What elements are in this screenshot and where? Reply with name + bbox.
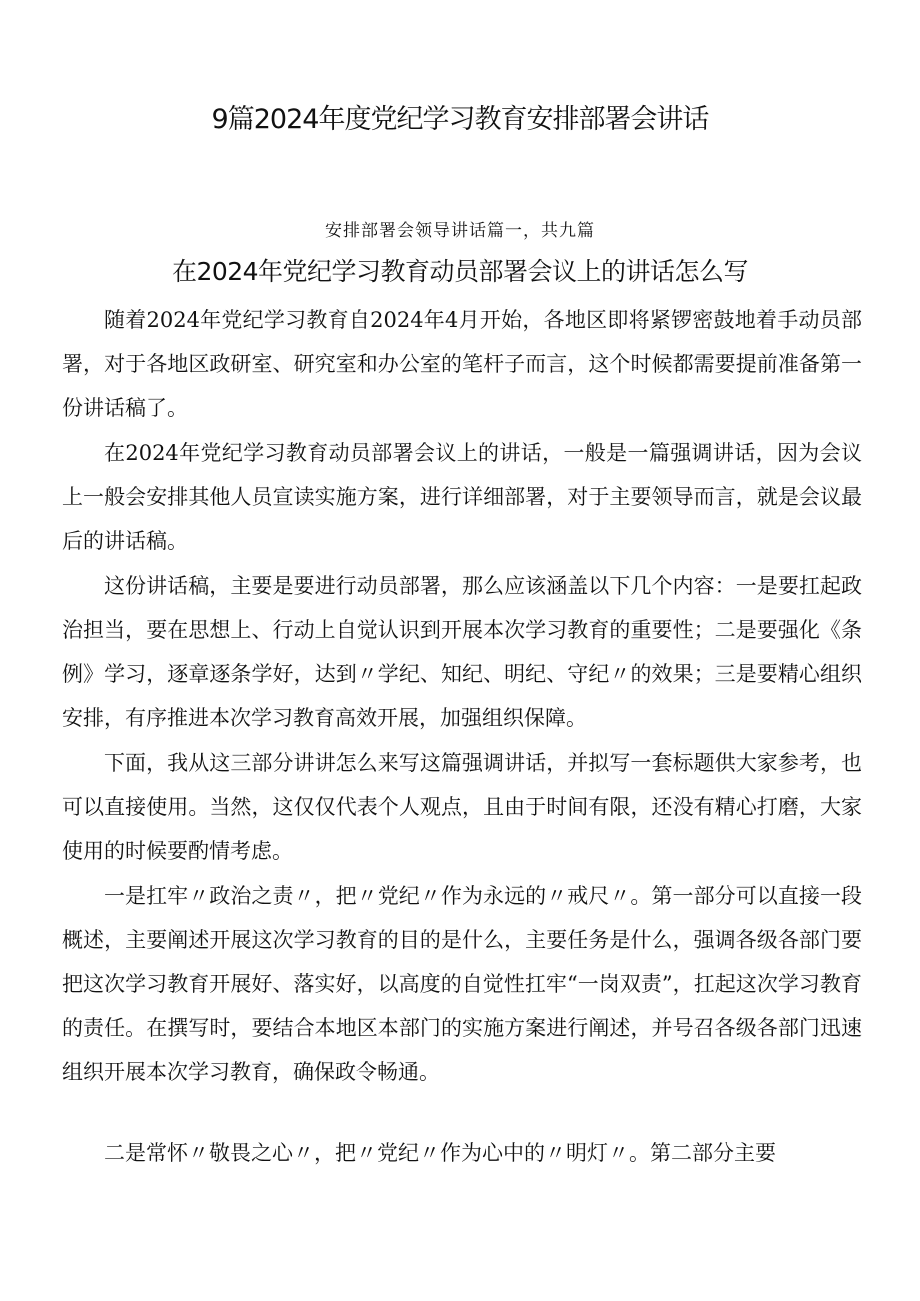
paragraph: 一是扛牢〃政治之责〃，把〃党纪〃作为永远的〃戒尺〃。第一部分可以直接一段概述，主要阐述开展这次学习教育的目的是什么，主要任务是什么，强调各级各部门要把这次学习教育开展好、落实好，以高度的自觉性扛牢“一岗双责”，扛起这次学习教育的责任。在撰写时，要结合本地区本部门的实施方案进行阐述，并号召各级各部门迅速组织开展本次学习教育，确保政令畅通。 <box>62 884 862 1084</box>
document-title: 9篇2024年度党纪学习教育安排部署会讲话 <box>211 104 709 135</box>
paragraph: 在2024年党纪学习教育动员部署会议上的讲话，一般是一篇强调讲话，因为会议上一般会安排其他人员宣读实施方案，进行详细部署，对于主要领导而言，就是会议最后的讲话稿。 <box>62 441 862 553</box>
paragraph: 随着2024年党纪学习教育自2024年4月开始，各地区即将紧锣密鼓地着手动员部署，对于各地区政研室、研究室和办公室的笔杆子而言，这个时候都需要提前准备第一份讲话稿了。 <box>62 308 862 420</box>
document-body <box>62 298 862 1176</box>
speech-title: 在2024年党纪学习教育动员部署会议上的讲话怎么写 <box>171 257 749 286</box>
paragraph: 这份讲话稿，主要是要进行动员部署，那么应该涵盖以下几个内容：一是要扛起政治担当，要在思想上、行动上自觉认识到开展本次学习教育的重要性；二是要强化《条例》学习，逐章逐条学好，达到〃学纪、知纪、明纪、守纪〃的效果；三是要精心组织安排，有序推进本次学习教育高效开展，加强组织保障。 <box>62 574 862 730</box>
paragraph: 二是常怀〃敬畏之心〃，把〃党纪〃作为心中的〃明灯〃。第二部分主要 <box>104 1141 776 1165</box>
paragraph: 下面，我从这三部分讲讲怎么来写这篇强调讲话，并拟写一套标题供大家参考，也可以直接使用。当然，这仅仅代表个人观点，且由于时间有限，还没有精心打磨，大家使用的时候要酌情考虑。 <box>62 751 862 863</box>
document-subtitle: 安排部署会领导讲话篇一，共九篇 <box>325 221 595 241</box>
